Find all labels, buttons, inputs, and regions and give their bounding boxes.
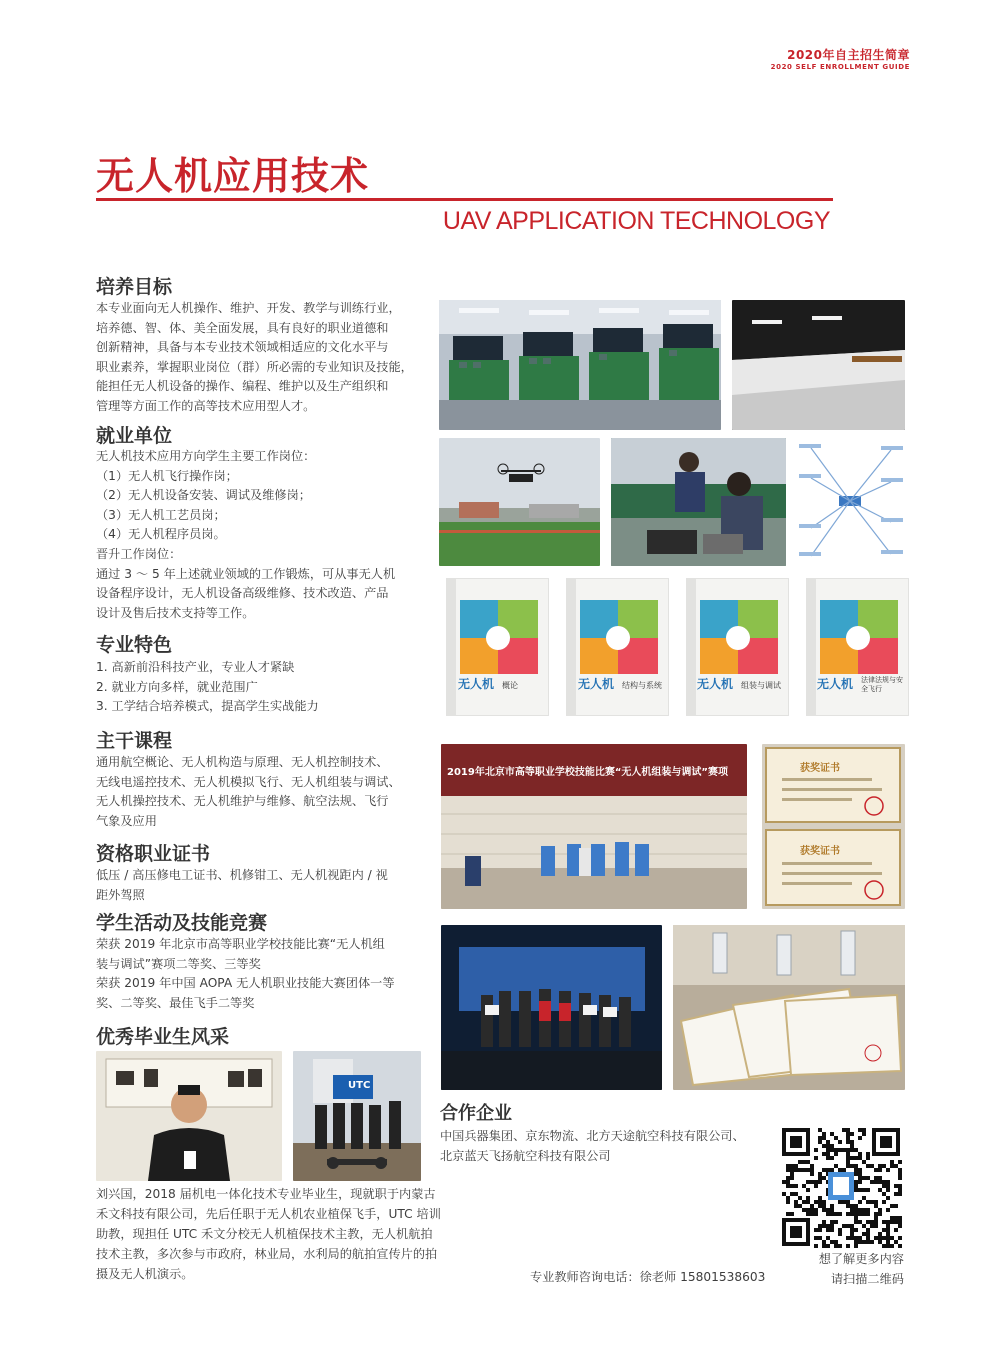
guide-title-cn: 2020年自主招生简章 [787,48,910,62]
competition-banner: 2019年北京市高等职业学校技能比赛“无人机组装与调试”赛项 [447,767,728,778]
book-3-series: 无人机 [697,677,734,691]
book-1-subtitle: 概论 [502,681,518,690]
book-2-subtitle: 结构与系统 [622,681,662,690]
graduates-heading: 优秀毕业生风采 [96,1026,230,1048]
book-cover-3 [686,578,789,716]
utc-team-photo [293,1051,421,1181]
students-assembly-photo [611,438,786,566]
guide-title-en: 2020 SELF ENROLLMENT GUIDE [770,63,910,71]
book-4-series: 无人机 [817,677,854,691]
book-2-series: 无人机 [578,677,615,691]
graduate-text: 刘兴国，2018 届机电一体化技术专业毕业生，现就职于内蒙古 禾文科技有限公司，先后任职于无人机农业植保飞手，UTC 培训 助教，现担任 UTC 禾文分校无人机植保技术主教，无人机航拍 技术主教，多次参与市政府，林业局，水利局的航拍宣传片的拍 摄及无人机演示。 [96,1187,441,1281]
training-lab-photo [439,300,721,430]
mind-map-image [797,438,905,566]
features-text: 1. 高新前沿科技产业，专业人才紧缺 2. 就业方向多样，就业范围广 3. 工学结合培养模式，提高学生实战能力 [96,660,319,714]
trophies-photo [673,925,905,1090]
activities-text: 荣获 2019 年北京市高等职业学校技能比赛“无人机组 装与调试”赛项二等奖、三等奖 荣获 2019 年中国 AOPA 无人机职业技能大赛团体一等 奖、二等奖、最佳飞手二等奖 [96,937,395,1010]
cooperation-heading: 合作企业 [440,1103,512,1124]
cooperation-text: 中国兵器集团、京东物流、北方天途航空科技有限公司、 北京蓝天飞扬航空科技有限公司 [440,1129,745,1163]
book-cover-4 [806,578,909,716]
certificates-heading: 资格职业证书 [96,843,211,865]
goal-text: 本专业面向无人机操作、维护、开发、教学与训练行业， 培养德、智、体、美全面发展，具有良好的职业道德和 创新精神，具备与本专业技术领域相适应的文化水平与 职业素养，掌握职业岗位（群）所必需的专业知识及技能， 能担任无人机设备的操作、编程、维护以及生产组织和 管理等方面工作的高等技术应用型人才。 [96,301,413,413]
activities-heading: 学生活动及技能竞赛 [96,912,268,934]
goal-heading: 培养目标 [96,276,173,298]
page-subtitle-en: UAV APPLICATION TECHNOLOGY [442,207,830,235]
book-4-subtitle: 法律法规与安全飞行 [861,676,903,693]
book-cover-1 [446,578,549,716]
courses-text: 通用航空概论、无人机构造与原理、无人机控制技术、 无线电遥控技术、无人机模拟飞行、无人机组装与调试、 无人机操控技术、无人机维护与维修、航空法规、飞行 气象及应用 [96,755,401,828]
title-divider [96,198,833,201]
qr-caption: 想了解更多内容 请扫描二维码 [818,1252,904,1286]
book-1-series: 无人机 [458,677,495,691]
drone-field-photo [439,438,600,566]
certificate-title-1: 获奖证书 [800,763,840,774]
flight-room-photo [732,300,905,430]
contact-phone: 专业教师咨询电话：徐老师 15801538603 [530,1270,766,1284]
book-3-subtitle: 组装与调试 [741,681,781,690]
book-cover-2 [566,578,669,716]
features-heading: 专业特色 [96,634,173,656]
page-title: 无人机应用技术 [96,154,370,198]
certificates-text: 低压 / 高压修电工证书、机修钳工、无人机视距内 / 视 距外驾照 [96,868,388,902]
graduate-portrait-photo [96,1051,282,1181]
employment-heading: 就业单位 [96,425,173,447]
qr-code[interactable] [780,1126,902,1248]
utc-sign: UTC [348,1080,371,1091]
certificate-title-2: 获奖证书 [800,846,840,857]
award-ceremony-photo [441,925,662,1090]
courses-heading: 主干课程 [96,730,173,752]
employment-text: 无人机技术应用方向学生主要工作岗位： （1）无人机飞行操作岗； （2）无人机设备安装、调试及维修岗； （3）无人机工艺员岗； （4）无人机程序员岗。 晋升工作岗位： 通过 3 ～ 5 年上述就业领域的工作锻炼，可从事无人机 设备程序设计，无人机设备高级维修、技术改造、产品 设计及售后技术支持等工作。 [96,449,396,620]
